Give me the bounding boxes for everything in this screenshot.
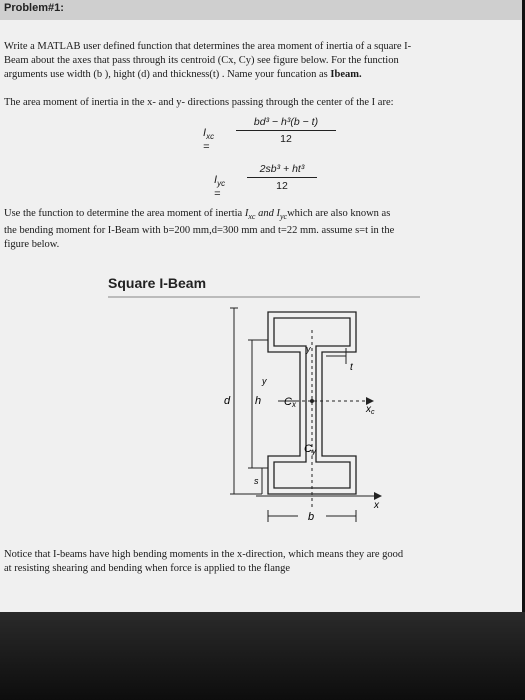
ixc-denominator: 12 xyxy=(280,133,292,145)
figure-title: Square I-Beam xyxy=(108,275,207,291)
intro-line-3: arguments use width (b ), hight (d) and thickness(t) . Name your funcation as xyxy=(4,69,331,80)
label-s: s xyxy=(254,476,259,486)
usage-ixc: I xyxy=(244,208,249,219)
usage-ixc-sub: xc xyxy=(248,212,256,222)
usage-iyc: I xyxy=(276,208,280,219)
iyc-denominator: 12 xyxy=(276,180,288,192)
usage-line-1a: Use the function to determine the area moment of inertia xyxy=(4,208,245,219)
x-arrow xyxy=(374,492,382,500)
usage-and: and xyxy=(255,208,277,219)
usage-line-2: the bending moment for I-Beam with b=200 mm,d=300 mm and t=22 mm. assume s=t in the xyxy=(4,225,395,237)
label-t: t xyxy=(350,362,353,373)
label-d: d xyxy=(224,395,231,407)
notice-line-2: at resisting shearing and bending when force is applied to the flange xyxy=(4,563,291,574)
formula-intro: The area moment of inertia in the x- and y- directions passing through the center of the I are: xyxy=(4,97,394,108)
ixc-symbol: $I_{xc}$ = xyxy=(203,127,215,154)
function-name: Ibeam. xyxy=(330,69,362,80)
iyc-numerator: 2sb³ + ht³ xyxy=(259,163,305,175)
label-y-mid: y xyxy=(262,376,267,386)
label-cy: Cy xyxy=(304,443,316,456)
iyc-symbol: $I_{yc}$ = xyxy=(214,174,226,201)
label-xc: $x_c$ xyxy=(366,404,375,416)
photo-dark-edge xyxy=(0,612,525,700)
intro-line-1: Write a MATLAB user defined function that determines the area moment of inertia of a square I- xyxy=(4,41,412,52)
usage-line-1e: which are also known as xyxy=(287,208,391,219)
ixc-numerator: bd³ − h³(b − t) xyxy=(253,116,319,128)
notice-line-1: Notice that I-beams have high bending moments in the x-direction, which means they are good xyxy=(4,549,404,560)
label-x-bottom: x xyxy=(374,500,379,511)
usage-line-3: figure below. xyxy=(4,239,60,251)
label-h: h xyxy=(255,395,262,407)
intro-line-2: Beam about the axes that pass through its centroid (Cx, Cy) see figure below. For the function xyxy=(4,55,399,66)
label-b: b xyxy=(308,511,315,523)
problem-title: Problem#1: xyxy=(4,2,64,14)
label-y-top: y xyxy=(306,344,311,354)
notice-paragraph xyxy=(4,548,516,576)
label-cx: Cx xyxy=(284,396,296,409)
usage-iyc-sub: yc xyxy=(279,212,288,222)
